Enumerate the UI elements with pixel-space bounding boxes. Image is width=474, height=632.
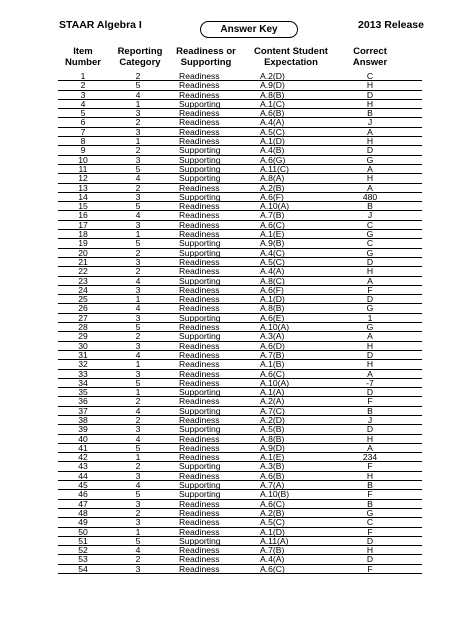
item-number-cell: 16 bbox=[78, 210, 88, 221]
readiness-cell: Readiness bbox=[179, 359, 220, 370]
correct-answer-cell: F bbox=[367, 563, 373, 574]
expectation-cell: A.6(C) bbox=[260, 368, 285, 379]
expectation-cell: A.8(A) bbox=[260, 173, 285, 184]
readiness-cell: Readiness bbox=[179, 136, 220, 147]
reporting-category-cell: 4 bbox=[135, 173, 141, 184]
item-number-cell: 37 bbox=[78, 405, 88, 416]
item-number-cell: 53 bbox=[78, 554, 88, 565]
item-number-cell: 8 bbox=[80, 136, 86, 147]
item-number-cell: 17 bbox=[78, 219, 88, 230]
expectation-cell: A.10(A) bbox=[260, 377, 290, 388]
reporting-category-cell: 2 bbox=[135, 507, 141, 518]
reporting-category-cell: 5 bbox=[135, 238, 141, 249]
item-number-cell: 25 bbox=[78, 294, 88, 305]
column-header-correct-answer bbox=[338, 46, 402, 68]
correct-answer-cell: H bbox=[366, 433, 374, 444]
reporting-category-cell: 5 bbox=[135, 322, 141, 333]
item-number-cell: 9 bbox=[80, 145, 86, 156]
item-number-cell: 41 bbox=[78, 442, 88, 453]
expectation-cell: A.1(E) bbox=[260, 452, 285, 463]
readiness-cell: Supporting bbox=[179, 535, 221, 546]
correct-answer-cell: A bbox=[367, 368, 373, 379]
correct-answer-cell: F bbox=[367, 526, 373, 537]
readiness-cell: Supporting bbox=[179, 145, 221, 156]
readiness-cell: Readiness bbox=[179, 498, 220, 509]
expectation-cell: A.9(B) bbox=[260, 238, 285, 249]
expectation-cell: A.5(B) bbox=[260, 424, 285, 435]
item-number-cell: 1 bbox=[80, 71, 86, 81]
item-number-cell: 35 bbox=[78, 387, 88, 398]
item-number-cell: 6 bbox=[80, 117, 86, 128]
expectation-cell: A.2(D) bbox=[260, 71, 285, 81]
correct-answer-cell: H bbox=[366, 266, 374, 277]
reporting-category-cell: 1 bbox=[135, 452, 141, 463]
reporting-category-cell: 4 bbox=[135, 210, 141, 221]
reporting-category-cell: 3 bbox=[135, 424, 141, 435]
column-header-line: Answer bbox=[352, 57, 388, 68]
reporting-category-cell: 4 bbox=[135, 303, 141, 314]
reporting-category-cell: 2 bbox=[135, 461, 141, 472]
readiness-cell: Readiness bbox=[179, 126, 220, 137]
column-header-line: Readiness or bbox=[176, 46, 236, 57]
reporting-category-cell: 3 bbox=[135, 256, 141, 267]
readiness-cell: Readiness bbox=[179, 414, 220, 425]
column-header-line: Reporting bbox=[117, 46, 163, 57]
readiness-cell: Readiness bbox=[179, 284, 220, 295]
expectation-cell: A.1(D) bbox=[260, 294, 285, 305]
correct-answer-cell: D bbox=[366, 554, 374, 565]
correct-answer-cell: H bbox=[366, 136, 374, 147]
reporting-category-cell: 1 bbox=[135, 359, 141, 370]
expectation-cell: A.3(B) bbox=[260, 461, 285, 472]
column-header-content-student-expectation bbox=[246, 46, 336, 68]
answer-key-table bbox=[58, 72, 422, 574]
expectation-cell: A.7(B) bbox=[260, 210, 285, 221]
item-number-cell: 27 bbox=[78, 312, 88, 323]
item-number-cell: 43 bbox=[78, 461, 88, 472]
readiness-cell: Readiness bbox=[179, 182, 220, 193]
item-number-cell: 54 bbox=[78, 563, 88, 574]
expectation-cell: A.9(D) bbox=[260, 442, 285, 453]
expectation-cell: A.2(A) bbox=[260, 396, 285, 407]
correct-answer-cell: -7 bbox=[366, 377, 374, 388]
item-number-cell: 44 bbox=[78, 470, 88, 481]
correct-answer-cell: D bbox=[366, 89, 374, 100]
expectation-cell: A.1(C) bbox=[260, 98, 285, 109]
reporting-category-cell: 3 bbox=[135, 498, 141, 509]
expectation-cell: A.1(D) bbox=[260, 136, 285, 147]
correct-answer-cell: H bbox=[366, 470, 374, 481]
expectation-cell: A.6(C) bbox=[260, 219, 285, 230]
item-number-cell: 10 bbox=[78, 154, 88, 165]
readiness-cell: Readiness bbox=[179, 256, 220, 267]
reporting-category-cell: 2 bbox=[135, 396, 141, 407]
readiness-cell: Readiness bbox=[179, 294, 220, 305]
readiness-cell: Readiness bbox=[179, 507, 220, 518]
correct-answer-cell: F bbox=[367, 461, 373, 472]
readiness-cell: Readiness bbox=[179, 117, 220, 128]
reporting-category-cell: 5 bbox=[135, 80, 141, 91]
readiness-cell: Readiness bbox=[179, 349, 220, 360]
correct-answer-cell: B bbox=[367, 480, 373, 491]
expectation-cell: A.4(C) bbox=[260, 247, 285, 258]
correct-answer-cell: G bbox=[366, 322, 374, 333]
reporting-category-cell: 3 bbox=[135, 126, 141, 137]
reporting-category-cell: 4 bbox=[135, 480, 141, 491]
column-header-line: Category bbox=[119, 57, 161, 68]
readiness-cell: Readiness bbox=[179, 201, 220, 212]
item-number-cell: 42 bbox=[78, 452, 88, 463]
reporting-category-cell: 2 bbox=[135, 266, 141, 277]
item-number-cell: 4 bbox=[80, 98, 86, 109]
item-number-cell: 40 bbox=[78, 433, 88, 444]
item-number-cell: 33 bbox=[78, 368, 88, 379]
reporting-category-cell: 1 bbox=[135, 229, 141, 240]
item-number-cell: 3 bbox=[80, 89, 86, 100]
item-number-cell: 5 bbox=[80, 108, 86, 119]
reporting-category-cell: 4 bbox=[135, 89, 141, 100]
reporting-category-cell: 4 bbox=[135, 433, 141, 444]
readiness-cell: Readiness bbox=[179, 452, 220, 463]
expectation-cell: A.2(B) bbox=[260, 182, 285, 193]
item-number-cell: 11 bbox=[78, 163, 88, 174]
reporting-category-cell: 5 bbox=[135, 201, 141, 212]
readiness-cell: Supporting bbox=[179, 387, 221, 398]
correct-answer-cell: F bbox=[367, 396, 373, 407]
reporting-category-cell: 2 bbox=[135, 71, 141, 81]
table-row bbox=[58, 565, 422, 574]
correct-answer-cell: J bbox=[367, 117, 373, 128]
correct-answer-cell: C bbox=[366, 517, 374, 528]
readiness-cell: Readiness bbox=[179, 340, 220, 351]
reporting-category-cell: 1 bbox=[135, 526, 141, 537]
correct-answer-cell: H bbox=[366, 98, 374, 109]
reporting-category-cell: 3 bbox=[135, 219, 141, 230]
readiness-cell: Supporting bbox=[179, 424, 221, 435]
correct-answer-cell: F bbox=[367, 284, 373, 295]
expectation-cell: A.5(C) bbox=[260, 126, 285, 137]
correct-answer-cell: D bbox=[366, 294, 374, 305]
correct-answer-cell: G bbox=[366, 507, 374, 518]
correct-answer-cell: D bbox=[366, 145, 374, 156]
item-number-cell: 50 bbox=[78, 526, 88, 537]
column-header-line: Content Student bbox=[254, 46, 328, 57]
readiness-cell: Readiness bbox=[179, 545, 220, 556]
column-header-line: Expectation bbox=[264, 57, 318, 68]
reporting-category-cell: 1 bbox=[135, 294, 141, 305]
reporting-category-cell: 5 bbox=[135, 489, 141, 500]
expectation-cell: A.6(E) bbox=[260, 312, 285, 323]
readiness-cell: Supporting bbox=[179, 98, 221, 109]
expectation-cell: A.10(B) bbox=[260, 489, 290, 500]
readiness-cell: Supporting bbox=[179, 247, 221, 258]
correct-answer-cell: D bbox=[366, 349, 374, 360]
expectation-cell: A.5(C) bbox=[260, 256, 285, 267]
readiness-cell: Readiness bbox=[179, 322, 220, 333]
expectation-cell: A.6(C) bbox=[260, 498, 285, 509]
expectation-cell: A.11(C) bbox=[260, 163, 289, 174]
release-label: 2013 Release bbox=[358, 19, 424, 31]
reporting-category-cell: 2 bbox=[135, 331, 141, 342]
item-number-cell: 47 bbox=[78, 498, 88, 509]
reporting-category-cell: 5 bbox=[135, 535, 141, 546]
expectation-cell: A.6(F) bbox=[260, 284, 284, 295]
reporting-category-cell: 3 bbox=[135, 284, 141, 295]
expectation-cell: A.7(B) bbox=[260, 349, 285, 360]
reporting-category-cell: 1 bbox=[135, 98, 141, 109]
item-number-cell: 46 bbox=[78, 489, 88, 500]
item-number-cell: 29 bbox=[78, 331, 88, 342]
correct-answer-cell: H bbox=[366, 340, 374, 351]
item-number-cell: 28 bbox=[78, 322, 88, 333]
column-header-line: Supporting bbox=[180, 57, 232, 68]
expectation-cell: A.1(B) bbox=[260, 359, 285, 370]
item-number-cell: 20 bbox=[78, 247, 88, 258]
reporting-category-cell: 4 bbox=[135, 405, 141, 416]
correct-answer-cell: A bbox=[367, 182, 373, 193]
reporting-category-cell: 1 bbox=[135, 387, 141, 398]
reporting-category-cell: 4 bbox=[135, 545, 141, 556]
item-number-cell: 13 bbox=[78, 182, 88, 193]
expectation-cell: A.4(B) bbox=[260, 145, 285, 156]
correct-answer-cell: D bbox=[366, 535, 374, 546]
expectation-cell: A.4(A) bbox=[260, 266, 285, 277]
reporting-category-cell: 5 bbox=[135, 442, 141, 453]
column-header-line: Correct bbox=[353, 46, 387, 57]
correct-answer-cell: H bbox=[366, 80, 374, 91]
readiness-cell: Supporting bbox=[179, 173, 221, 184]
expectation-cell: A.1(D) bbox=[260, 526, 285, 537]
reporting-category-cell: 3 bbox=[135, 154, 141, 165]
item-number-cell: 26 bbox=[78, 303, 88, 314]
expectation-cell: A.8(B) bbox=[260, 89, 285, 100]
item-number-cell: 12 bbox=[78, 173, 88, 184]
readiness-cell: Readiness bbox=[179, 377, 220, 388]
expectation-cell: A.9(D) bbox=[260, 80, 285, 91]
item-number-cell: 34 bbox=[78, 377, 88, 388]
expectation-cell: A.4(A) bbox=[260, 554, 285, 565]
reporting-category-cell: 3 bbox=[135, 517, 141, 528]
item-number-cell: 18 bbox=[78, 229, 88, 240]
column-header-line: Number bbox=[65, 57, 101, 68]
item-number-cell: 52 bbox=[78, 545, 88, 556]
readiness-cell: Supporting bbox=[179, 191, 221, 202]
correct-answer-cell: B bbox=[367, 108, 373, 119]
item-number-cell: 23 bbox=[78, 275, 88, 286]
readiness-cell: Supporting bbox=[179, 331, 221, 342]
readiness-cell: Readiness bbox=[179, 517, 220, 528]
correct-answer-cell: C bbox=[366, 238, 374, 249]
item-number-cell: 24 bbox=[78, 284, 88, 295]
column-header-line: Item bbox=[73, 46, 93, 57]
item-number-cell: 22 bbox=[78, 266, 88, 277]
readiness-cell: Readiness bbox=[179, 219, 220, 230]
item-number-cell: 32 bbox=[78, 359, 88, 370]
expectation-cell: A.2(B) bbox=[260, 507, 285, 518]
readiness-cell: Supporting bbox=[179, 238, 221, 249]
column-header-item-number bbox=[58, 46, 108, 68]
correct-answer-cell: A bbox=[367, 442, 373, 453]
item-number-cell: 14 bbox=[78, 191, 88, 202]
reporting-category-cell: 3 bbox=[135, 340, 141, 351]
item-number-cell: 21 bbox=[78, 256, 88, 267]
expectation-cell: A.6(B) bbox=[260, 108, 285, 119]
readiness-cell: Supporting bbox=[179, 275, 221, 286]
reporting-category-cell: 3 bbox=[135, 191, 141, 202]
readiness-cell: Readiness bbox=[179, 526, 220, 537]
expectation-cell: A.1(E) bbox=[260, 229, 285, 240]
reporting-category-cell: 2 bbox=[135, 182, 141, 193]
expectation-cell: A.7(B) bbox=[260, 545, 285, 556]
reporting-category-cell: 5 bbox=[135, 377, 141, 388]
expectation-cell: A.2(D) bbox=[260, 414, 285, 425]
correct-answer-cell: H bbox=[366, 545, 374, 556]
expectation-cell: A.10(A) bbox=[260, 322, 290, 333]
item-number-cell: 19 bbox=[78, 238, 88, 249]
correct-answer-cell: D bbox=[366, 424, 374, 435]
item-number-cell: 48 bbox=[78, 507, 88, 518]
reporting-category-cell: 3 bbox=[135, 563, 141, 574]
correct-answer-cell: B bbox=[367, 405, 373, 416]
readiness-cell: Supporting bbox=[179, 154, 221, 165]
reporting-category-cell: 3 bbox=[135, 368, 141, 379]
readiness-cell: Readiness bbox=[179, 80, 220, 91]
readiness-cell: Readiness bbox=[179, 554, 220, 565]
expectation-cell: A.10(A) bbox=[260, 201, 290, 212]
correct-answer-cell: H bbox=[366, 173, 374, 184]
readiness-cell: Supporting bbox=[179, 480, 221, 491]
correct-answer-cell: G bbox=[366, 154, 374, 165]
reporting-category-cell: 3 bbox=[135, 312, 141, 323]
correct-answer-cell: B bbox=[367, 498, 373, 509]
item-number-cell: 39 bbox=[78, 424, 88, 435]
readiness-cell: Readiness bbox=[179, 229, 220, 240]
reporting-category-cell: 5 bbox=[135, 163, 141, 174]
correct-answer-cell: A bbox=[367, 163, 373, 174]
reporting-category-cell: 2 bbox=[135, 247, 141, 258]
correct-answer-cell: A bbox=[367, 331, 373, 342]
column-header-reporting-category bbox=[112, 46, 168, 68]
item-number-cell: 2 bbox=[80, 80, 86, 91]
item-number-cell: 45 bbox=[78, 480, 88, 491]
readiness-cell: Readiness bbox=[179, 71, 220, 81]
correct-answer-cell: H bbox=[366, 359, 374, 370]
expectation-cell: A.6(B) bbox=[260, 470, 285, 481]
reporting-category-cell: 2 bbox=[135, 145, 141, 156]
expectation-cell: A.6(D) bbox=[260, 340, 285, 351]
reporting-category-cell: 2 bbox=[135, 554, 141, 565]
correct-answer-cell: G bbox=[366, 303, 374, 314]
item-number-cell: 30 bbox=[78, 340, 88, 351]
readiness-cell: Readiness bbox=[179, 396, 220, 407]
correct-answer-cell: J bbox=[367, 210, 373, 221]
readiness-cell: Readiness bbox=[179, 210, 220, 221]
correct-answer-cell: C bbox=[366, 71, 374, 81]
readiness-cell: Readiness bbox=[179, 563, 220, 574]
column-header-readiness-or-supporting bbox=[170, 46, 242, 68]
item-number-cell: 38 bbox=[78, 414, 88, 425]
reporting-category-cell: 4 bbox=[135, 349, 141, 360]
readiness-cell: Supporting bbox=[179, 405, 221, 416]
item-number-cell: 36 bbox=[78, 396, 88, 407]
correct-answer-cell: A bbox=[367, 275, 373, 286]
readiness-cell: Readiness bbox=[179, 368, 220, 379]
reporting-category-cell: 2 bbox=[135, 117, 141, 128]
readiness-cell: Supporting bbox=[179, 461, 221, 472]
correct-answer-cell: 234 bbox=[362, 452, 378, 463]
expectation-cell: A.7(A) bbox=[260, 480, 285, 491]
item-number-cell: 15 bbox=[78, 201, 88, 212]
correct-answer-cell: B bbox=[367, 201, 373, 212]
readiness-cell: Readiness bbox=[179, 89, 220, 100]
readiness-cell: Readiness bbox=[179, 266, 220, 277]
item-number-cell: 51 bbox=[78, 535, 88, 546]
readiness-cell: Readiness bbox=[179, 442, 220, 453]
reporting-category-cell: 3 bbox=[135, 108, 141, 119]
readiness-cell: Readiness bbox=[179, 108, 220, 119]
item-number-cell: 7 bbox=[80, 126, 86, 137]
correct-answer-cell: A bbox=[367, 126, 373, 137]
expectation-cell: A.6(C) bbox=[260, 563, 285, 574]
readiness-cell: Readiness bbox=[179, 470, 220, 481]
reporting-category-cell: 1 bbox=[135, 136, 141, 147]
readiness-cell: Supporting bbox=[179, 489, 221, 500]
readiness-cell: Readiness bbox=[179, 433, 220, 444]
item-number-cell: 31 bbox=[78, 349, 88, 360]
correct-answer-cell: F bbox=[367, 489, 373, 500]
reporting-category-cell: 3 bbox=[135, 470, 141, 481]
reporting-category-cell: 2 bbox=[135, 414, 141, 425]
expectation-cell: A.7(C) bbox=[260, 405, 285, 416]
expectation-cell: A.8(B) bbox=[260, 303, 285, 314]
correct-answer-cell: D bbox=[366, 387, 374, 398]
expectation-cell: A.3(A) bbox=[260, 331, 285, 342]
expectation-cell: A.6(G) bbox=[260, 154, 286, 165]
correct-answer-cell: J bbox=[367, 414, 373, 425]
document-title: STAAR Algebra I bbox=[59, 19, 142, 31]
expectation-cell: A.8(B) bbox=[260, 433, 285, 444]
correct-answer-cell: C bbox=[366, 219, 374, 230]
expectation-cell: A.5(C) bbox=[260, 517, 285, 528]
correct-answer-cell: G bbox=[366, 229, 374, 240]
correct-answer-cell: 1 bbox=[367, 312, 373, 323]
readiness-cell: Supporting bbox=[179, 163, 221, 174]
correct-answer-cell: G bbox=[366, 247, 374, 258]
readiness-cell: Readiness bbox=[179, 303, 220, 314]
readiness-cell: Supporting bbox=[179, 312, 221, 323]
item-number-cell: 49 bbox=[78, 517, 88, 528]
expectation-cell: A.4(A) bbox=[260, 117, 285, 128]
correct-answer-cell: 480 bbox=[362, 191, 378, 202]
reporting-category-cell: 4 bbox=[135, 275, 141, 286]
answer-key-label: Answer Key bbox=[200, 21, 298, 38]
expectation-cell: A.6(F) bbox=[260, 191, 284, 202]
expectation-cell: A.11(A) bbox=[260, 535, 289, 546]
expectation-cell: A.1(A) bbox=[260, 387, 285, 398]
correct-answer-cell: D bbox=[366, 256, 374, 267]
expectation-cell: A.8(C) bbox=[260, 275, 285, 286]
